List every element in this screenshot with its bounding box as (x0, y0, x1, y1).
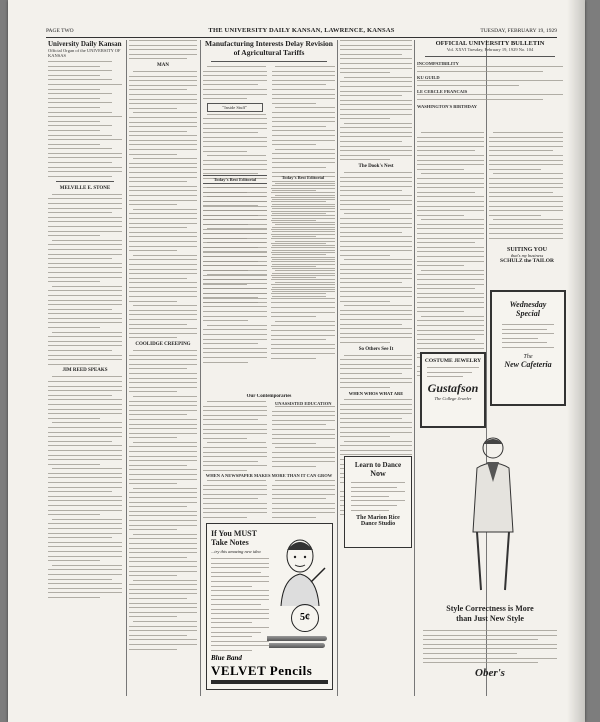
pencil-ad-line1: If You MUST (211, 529, 257, 538)
todays-best-editorial: Today's Best Editorial (203, 175, 267, 184)
bulletin-sub: Vol. XXVI Tuesday, February 19, 1929 No. 104 (446, 47, 534, 52)
second-editorial-body (48, 376, 122, 598)
column-two-top (129, 40, 197, 59)
velvet-pencil-ad (206, 523, 333, 690)
bulletin-item: KU GUILD (417, 75, 440, 81)
bulletin-item: INCOMPATIBILITY (417, 61, 459, 66)
paper-subhead: Official Organ of the UNIVERSITY OF KANSAS (48, 48, 121, 58)
paper-name: University Daily Kansan (48, 40, 122, 48)
man-heading: MAN (157, 62, 169, 68)
dance-studio-ad (344, 456, 412, 548)
staff-box (48, 61, 122, 177)
best-editorial-body (203, 187, 267, 363)
newspaper-page (8, 0, 585, 722)
contemporaries-heading: Our Contemporaries (246, 394, 292, 399)
style-line2: than Just New Style (456, 614, 524, 623)
second-editorial-heading: JIM REED SPEAKS (62, 368, 108, 374)
contemporaries-col-a (203, 401, 267, 472)
gentleman-illustration-icon (457, 432, 527, 592)
costume-jewelry-body (427, 367, 479, 377)
newspaper-heading: WHEN A NEWSPAPER MAKES MORE THAN IT CAN GROW (205, 473, 333, 478)
dance-studio-name: The Marion Rice Dance Studio (356, 514, 400, 527)
newspaper-story (203, 473, 335, 522)
gustafson-logo: Gustafson (427, 380, 479, 395)
column-two (129, 40, 197, 696)
bulletin-item: WASHINGTON'S BIRTHDAY (417, 103, 477, 109)
dance-ad-line1: Learn to Dance (354, 461, 402, 469)
scan-shadow (567, 0, 585, 722)
today-editorial-box (271, 175, 335, 392)
price-badge: 5¢ (291, 604, 319, 632)
style-body (423, 630, 557, 667)
pencil-product: VELVET Pencils (211, 663, 313, 678)
dance-ad-body (351, 482, 405, 511)
column-five-story (417, 132, 484, 377)
suiting-line1: SUITING YOU (507, 247, 547, 253)
column-rule (414, 40, 415, 696)
student-portrait-icon (273, 532, 327, 606)
cafeteria-line2: Special (516, 309, 540, 318)
pencil-brand: Blue Band (211, 654, 242, 662)
column-rule (337, 40, 338, 696)
bulletin-item-body (417, 94, 563, 100)
so-others-body (340, 355, 412, 388)
masthead-date: TUESDAY, FEBRUARY 19, 1929 (480, 28, 557, 34)
whose-heading: WHEN WHOS WHAT ARE (348, 391, 404, 397)
bulletin-item-body (417, 66, 563, 72)
best-editorial (203, 175, 267, 392)
costume-jewelry-ad (420, 352, 486, 428)
pencil-ad-line2: Take Notes (211, 538, 249, 547)
dooks-nest-heading: The Dook's Nest (358, 164, 394, 170)
cafeteria-ad (490, 290, 566, 406)
column-rule (126, 40, 127, 696)
main-headline: Manufacturing Interests Delay Revision of Agricultural Tariffs (205, 40, 333, 57)
pencil-icon (269, 643, 325, 648)
suiting-line3: SCHULZ the TAILOR (500, 258, 554, 264)
column-four (340, 40, 412, 696)
dooks-nest-body (340, 172, 412, 343)
cafeteria-line1: Wednesday (509, 300, 547, 309)
costume-jewelry-title: COSTUME JEWELRY (424, 358, 482, 364)
pencil-ad-footer-bar (211, 680, 328, 684)
contemporaries-col-b (272, 401, 336, 472)
column-six-story (489, 132, 563, 242)
column-five-body (417, 132, 484, 377)
so-others-heading: So Others See It (358, 346, 394, 352)
obers-style-ad (417, 432, 563, 694)
bulletin-item: LE CERCLE FRANCAIS (417, 89, 468, 95)
todays-best-label: Today's Best Editorial (281, 175, 325, 180)
column-editorial (48, 40, 122, 696)
editorial-heading: MELVILLE E. STONE (59, 185, 111, 191)
official-bulletin (417, 40, 563, 122)
cafeteria-line4: New Cafeteria (504, 359, 552, 369)
unassisted-heading: UNASSISTED EDUCATION (274, 401, 332, 406)
pencil-ad-body (211, 558, 269, 654)
newspaper-story-col-b (272, 480, 336, 521)
column-four-top (340, 40, 412, 160)
newspaper-story-col-a (203, 480, 267, 521)
obers-logo: Ober's (475, 667, 505, 679)
coolidge-body (129, 350, 197, 650)
masthead-title: THE UNIVERSITY DAILY KANSAN, LAWRENCE, KANSAS (208, 27, 395, 34)
editorial-body (48, 194, 122, 365)
masthead (46, 27, 557, 38)
column-six-body (489, 132, 563, 242)
suiting-ad (491, 247, 563, 264)
column-rule (200, 40, 201, 696)
bulletin-title: OFFICIAL UNIVERSITY BULLETIN (435, 40, 545, 47)
style-line1: Style Correctness is More (446, 604, 534, 613)
dance-ad-line2: Now (370, 469, 386, 478)
cafeteria-menu (502, 324, 554, 348)
today-editorial-body (271, 183, 335, 359)
suiting-line2: that's my business (510, 253, 544, 258)
bulletin-item-body (417, 80, 563, 86)
man-body (129, 71, 197, 338)
cafeteria-line3: The (523, 353, 533, 360)
contemporaries (203, 394, 335, 472)
inside-stuff-label: "Inside Stuff" (207, 103, 263, 112)
gustafson-tag: The College Jeweler (434, 395, 472, 401)
pencil-ad-line3: ...try this amazing new idea (211, 549, 261, 554)
page-label: PAGE TWO (46, 28, 74, 34)
pencil-icon (267, 636, 327, 641)
coolidge-heading: COOLIDGE CREEPING (135, 342, 191, 347)
